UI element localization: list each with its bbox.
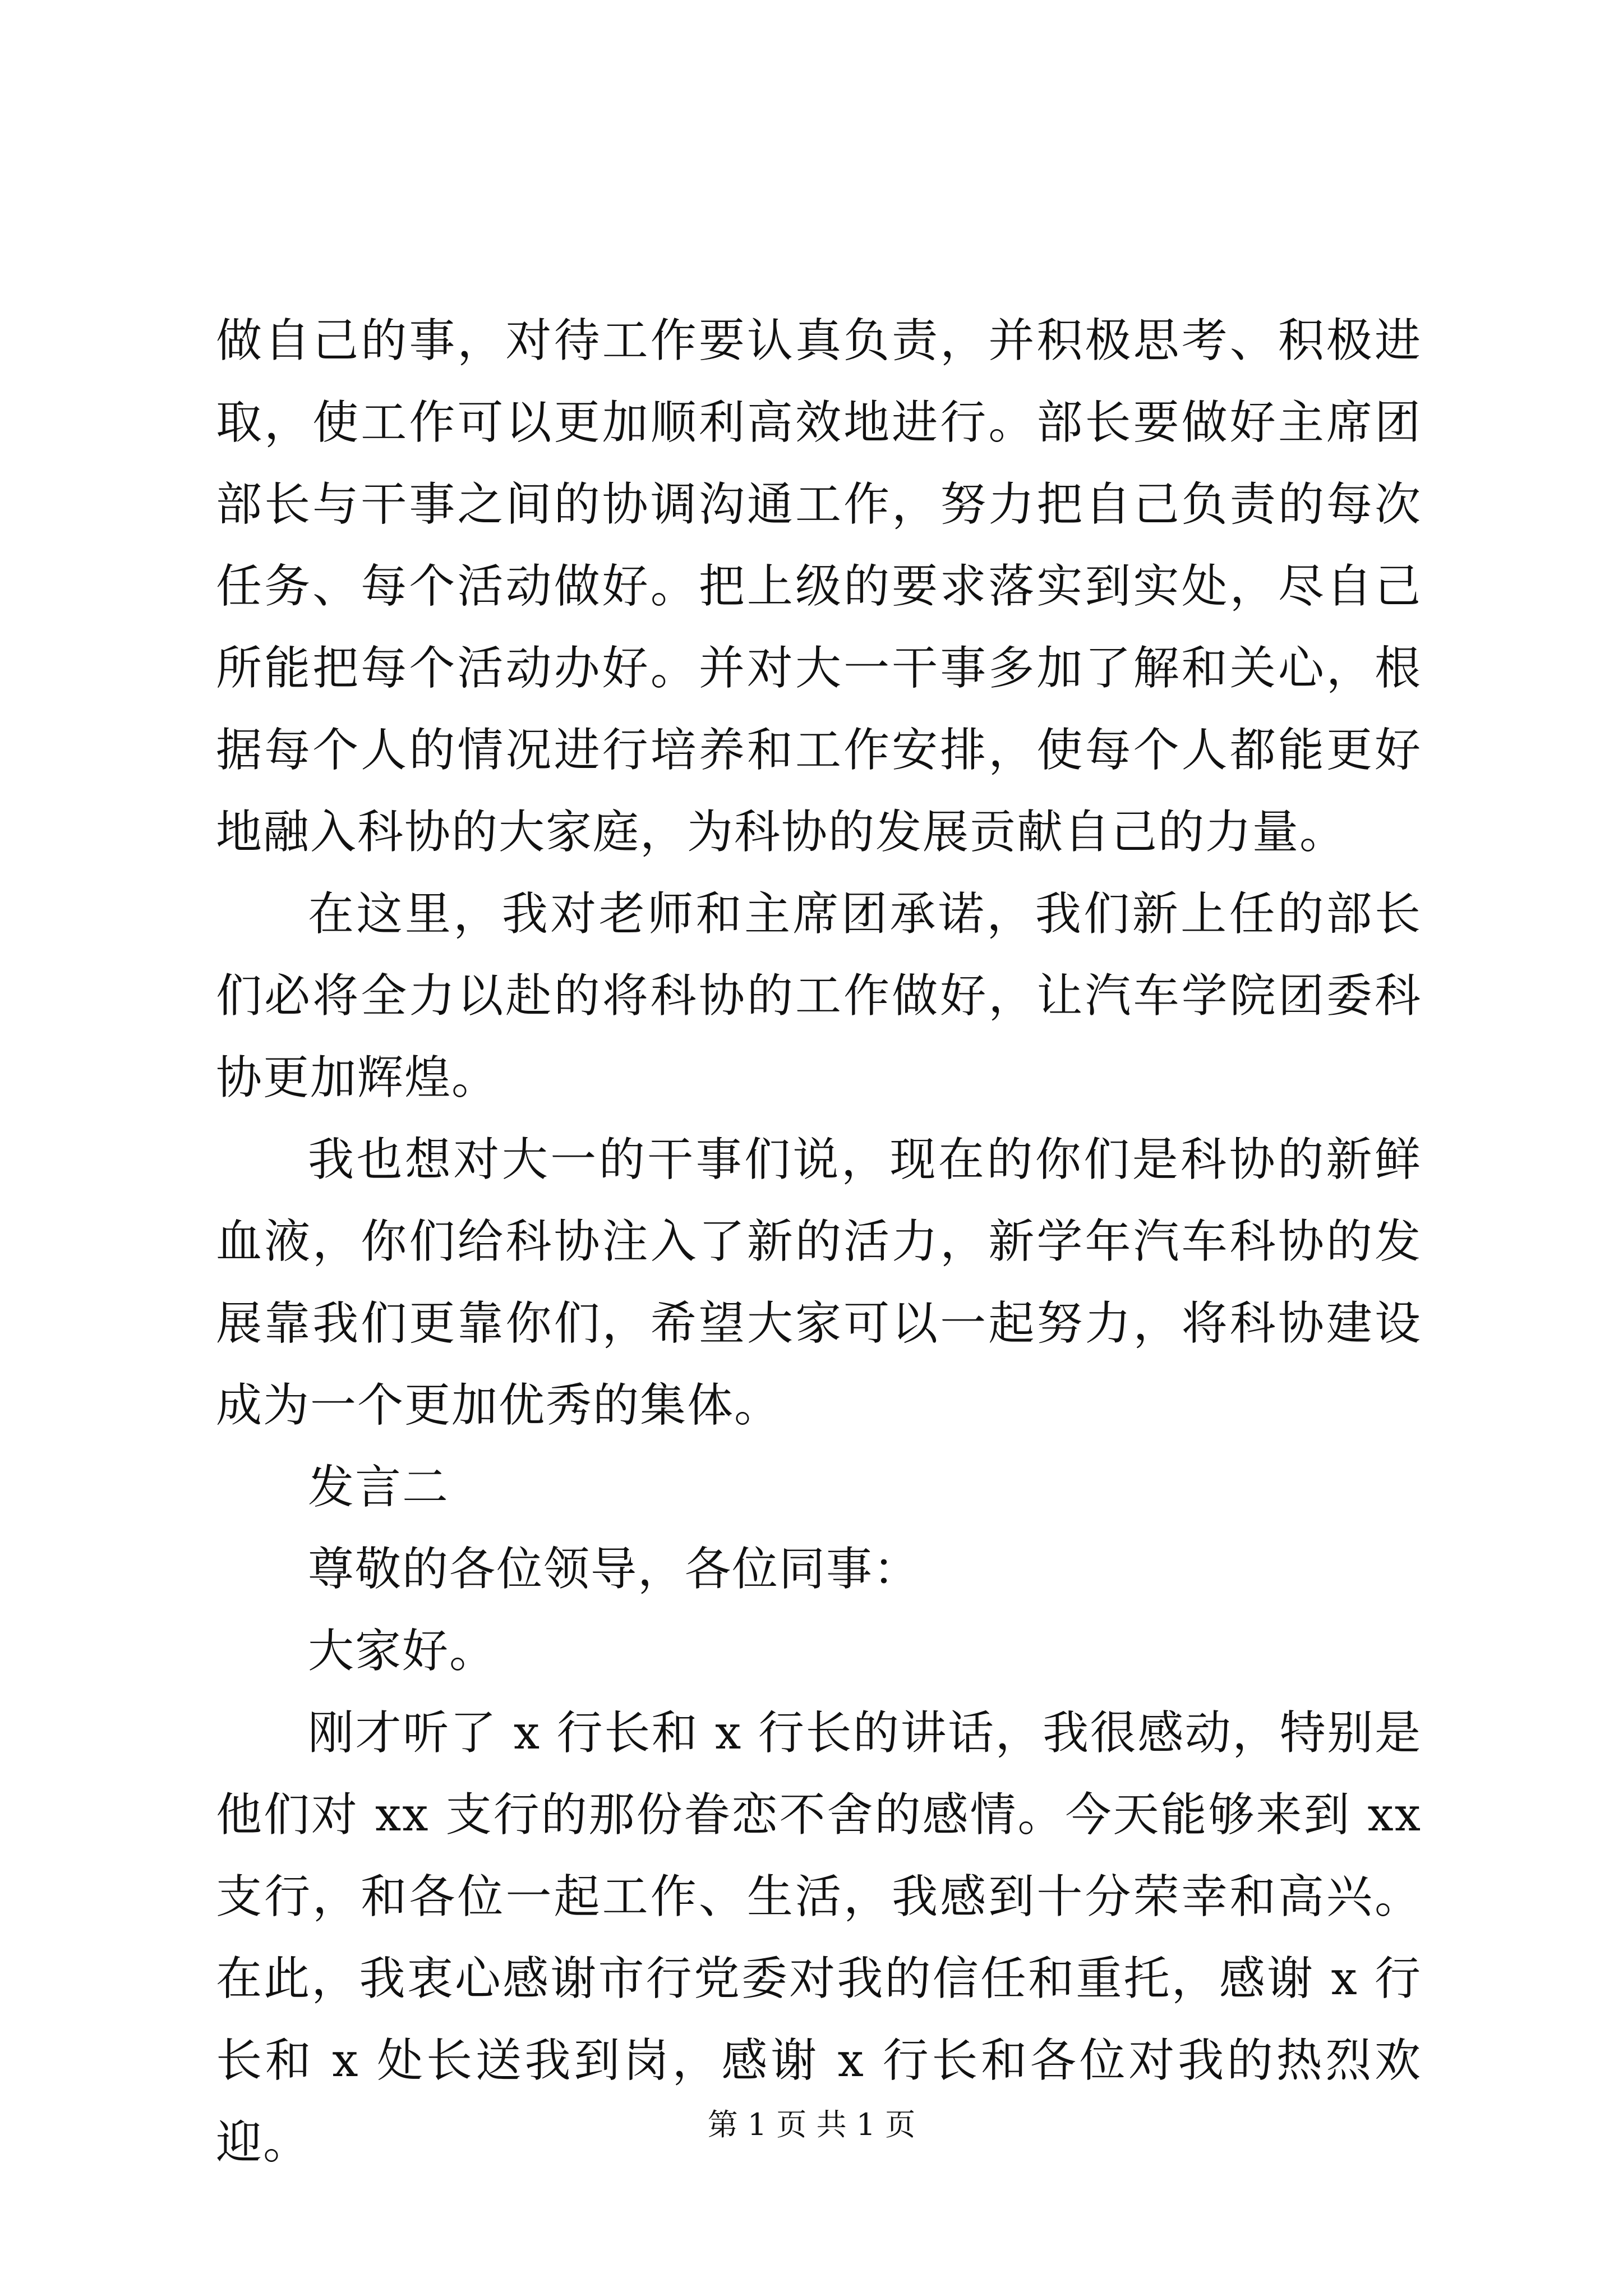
paragraph-continuation: 做自己的事，对待工作要认真负责，并积极思考、积极进取，使工作可以更加顺利高效地进行。部长要做好主席团部长与干事之间的协调沟通工作，努力把自己负责的每次任务、每个活动做好。把上级的要求落实到实处，尽自己所能把每个活动办好。并对大一干事多加了解和关心，根据每个人的情况进行培养和工作安排，使每个人都能更好地融入科协的大家庭，为科协的发展贡献自己的力量。 [216, 314, 1422, 859]
paragraph-speech: 刚才听了 x 行长和 x 行长的讲话，我很感动，特别是他们对 xx 支行的那份眷恋不舍的感情。今天能够来到 xx 支行，和各位一起工作、生活，我感到十分荣幸和高兴。在此，我衷心感谢市行党委对我的信任和重托，感谢 x 行长和 x 处长送我到岗，感谢 x 行长和各位对我的热烈欢迎。 [216, 1706, 1422, 2169]
section-heading: 发言二 [308, 1461, 450, 1514]
document-body [216, 300, 1422, 2184]
greeting: 大家好。 [308, 1625, 497, 1678]
salutation: 尊敬的各位领导，各位同事： [308, 1543, 921, 1596]
paragraph-to-staff: 我也想对大一的干事们说，现在的你们是科协的新鲜血液，你们给科协注入了新的活力，新学年汽车科协的发展靠我们更靠你们，希望大家可以一起努力，将科协建设成为一个更加优秀的集体。 [216, 1133, 1422, 1432]
paragraph-promise: 在这里，我对老师和主席团承诺，我们新上任的部长们必将全力以赴的将科协的工作做好，让汽车学院团委科协更加辉煌。 [216, 887, 1422, 1105]
page-number-footer: 第 1 页 共 1 页 [707, 2107, 916, 2142]
